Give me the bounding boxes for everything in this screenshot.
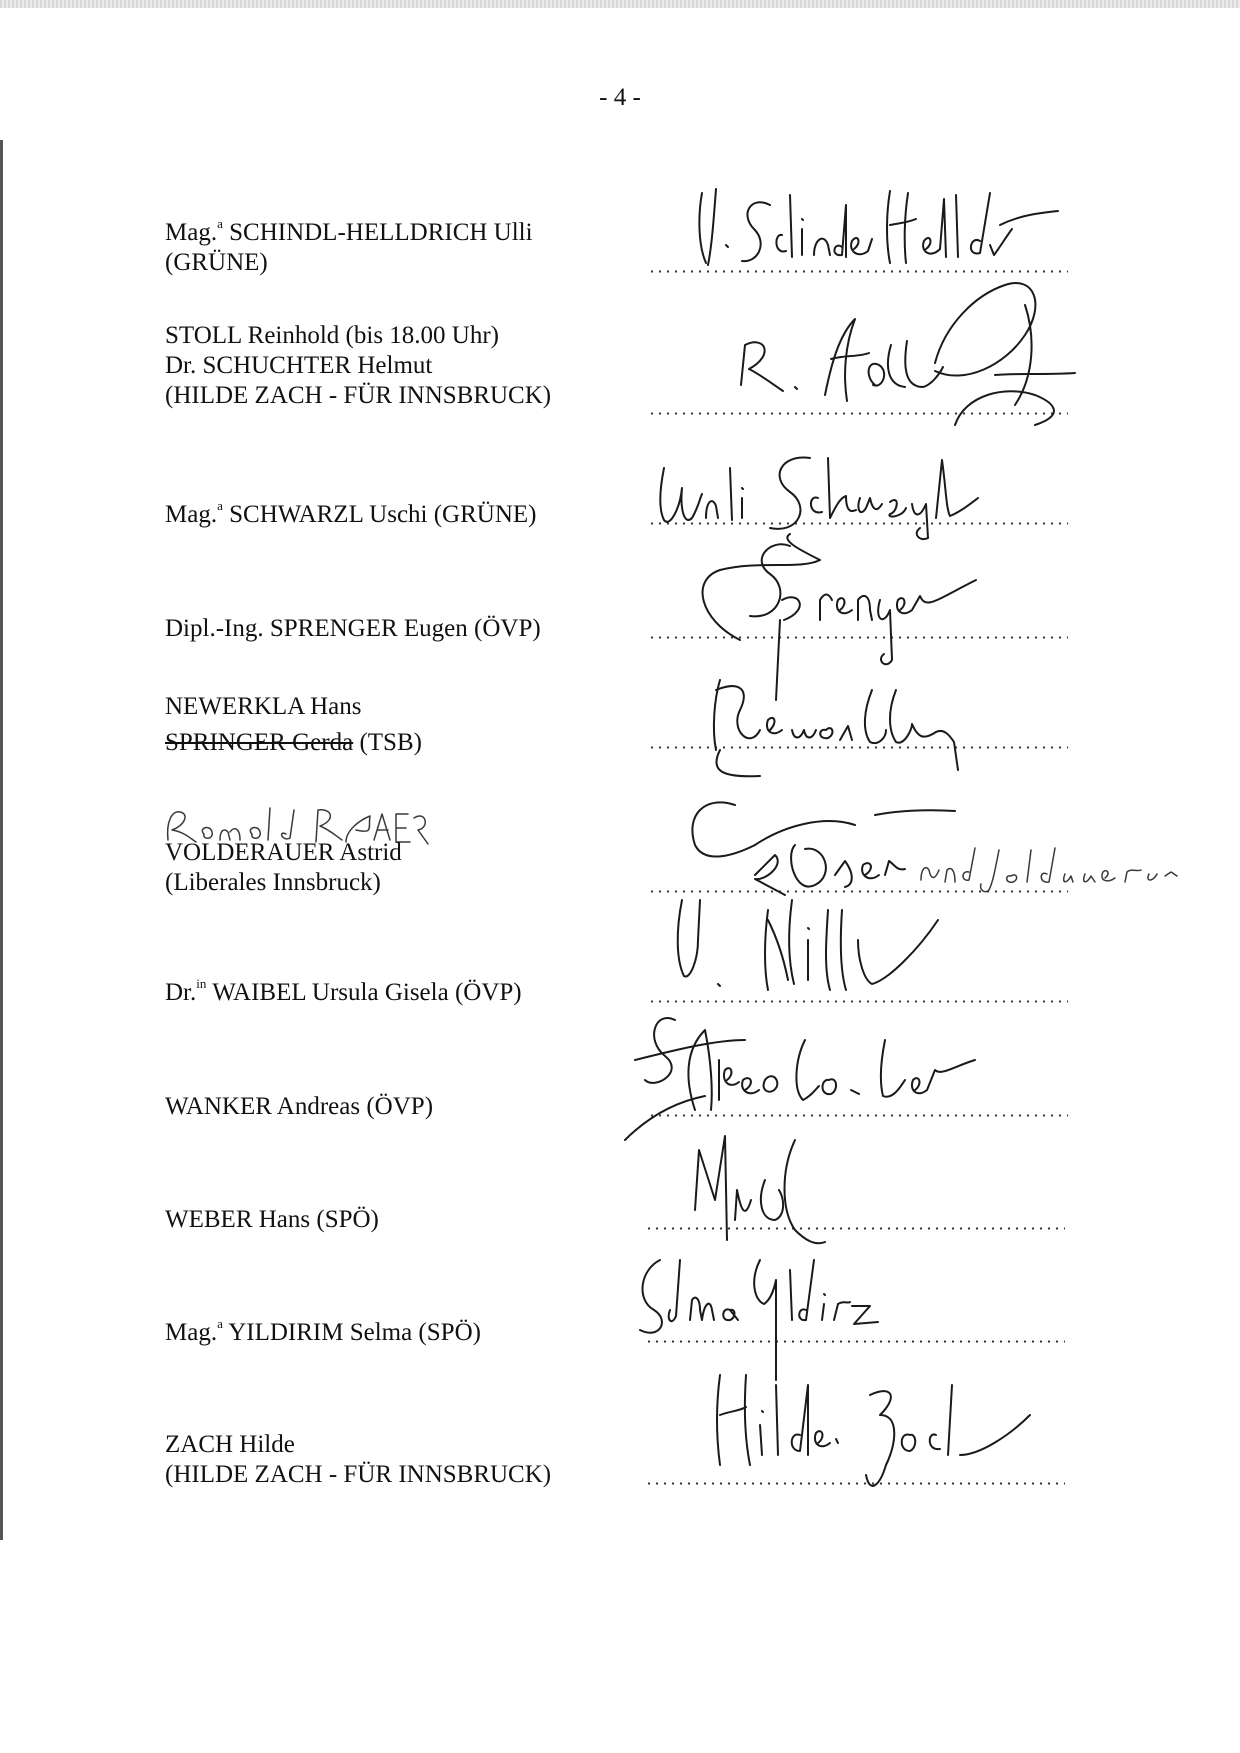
signature-newerkla — [700, 660, 980, 780]
party-line: (Liberales Innsbruck) — [165, 869, 381, 896]
name-line: STOLL Reinhold (bis 18.00 Uhr) — [165, 322, 500, 349]
signature-zach — [700, 1355, 1050, 1505]
name-line: Dipl.-Ing. SPRENGER Eugen (ÖVP) — [165, 615, 541, 642]
entry-sprenger — [165, 614, 541, 644]
entry-wanker — [165, 1092, 433, 1122]
name-line: Dr.$^{in}$ WAIBEL Ursula Gisela (ÖVP) — [165, 976, 522, 1006]
entry-stoll-schuchter — [165, 321, 551, 411]
name-line: Dr. SCHUCHTER Helmut — [165, 352, 433, 379]
entry-weber — [165, 1205, 379, 1235]
scan-edge-top — [0, 0, 1240, 8]
name-line: Mag.$^a$ YILDIRIM Selma (SPÖ) — [165, 1316, 481, 1346]
party-line: (HILDE ZACH - FÜR INNSBRUCK) — [165, 382, 552, 409]
name-line: WEBER Hans (SPÖ) — [165, 1206, 379, 1233]
scan-edge-left — [0, 140, 3, 1540]
entry-waibel — [165, 978, 522, 1008]
name-line: Mag.$^a$ SCHWARZL Uschi (GRÜNE) — [165, 498, 537, 528]
name-line: ZACH Hilde — [165, 1431, 295, 1458]
page-number: - 4 - — [599, 84, 641, 111]
signature-wanker — [615, 1000, 1055, 1130]
signature-waibel — [668, 880, 968, 1005]
party-line: (HILDE ZACH - FÜR INNSBRUCK) — [165, 1461, 552, 1488]
name-line: NEWERKLA Hans — [165, 693, 362, 720]
signature-schwarzl — [650, 448, 990, 543]
entry-zach — [165, 1430, 551, 1490]
party-line: (GRÜNE) — [165, 249, 268, 276]
name-line: WANKER Andreas (ÖVP) — [165, 1093, 434, 1120]
name-line: SPRINGER Gerda (TSB) — [165, 729, 422, 756]
signature-yildirim — [630, 1250, 910, 1350]
entry-volderauer — [165, 838, 402, 898]
signature-weber — [685, 1130, 855, 1250]
signature-stoll — [735, 275, 1095, 440]
entry-newerkla — [165, 689, 422, 761]
entry-yildirim — [165, 1318, 481, 1348]
entry-schindl-helldrich — [165, 218, 533, 278]
signature-schindl-helldrich — [690, 185, 1060, 275]
name-line: VOLDERAUER Astrid — [165, 839, 402, 866]
name-line: Mag.$^a$ SCHINDL-HELLDRICH Ulli — [165, 216, 533, 246]
entry-schwarzl — [165, 500, 537, 530]
